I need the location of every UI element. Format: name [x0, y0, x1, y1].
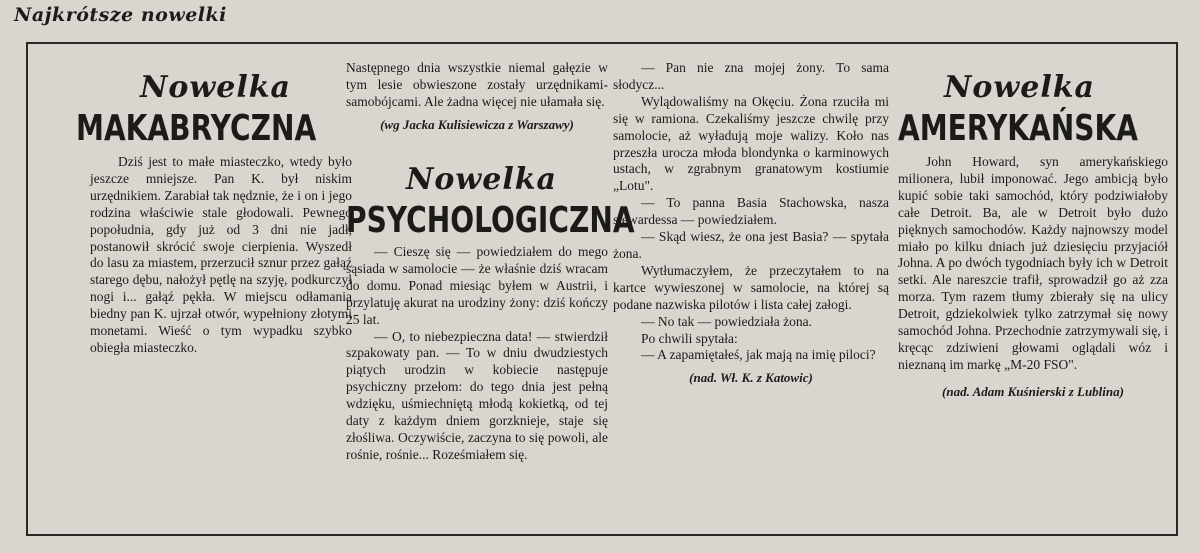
story2-paragraph: — Skąd wiesz, że ona jest Basia? — spytała żona.: [613, 229, 889, 261]
story1-paragraph: Dziś jest to małe miasteczko, wtedy było jeszcze mniejsze. Pan K. był niskim urzędnikiem. Zarabiał tak nędznie, że i on i jego rodzina właściwie stale głodowali. Pewnego popołudnia, gdy już od 3 dni nie jadł, postanowił skrócić swoje cierpienia. Wyszedł do lasu za miastem, przerzucił sznur przez gałąź starego dębu, nałożył pętlę na szyję, podkurczył nogi i... gałąź pękła. W miejscu odłamania biedny pan K. ujrzał otwór, wypełniony złotymi monetami. Wieść o tym wypadku szybko obiegła miasteczko.: [90, 154, 352, 355]
story1-title: MAKABRYCZNA: [76, 108, 317, 149]
story2-signature: (nad. Wł. K. z Katowic): [689, 370, 813, 386]
story2-paragraph: Po chwili spytała:: [641, 330, 738, 346]
story2-paragraph: — No tak — powiedziała żona.: [641, 313, 812, 329]
story2-paragraph: — Cieszę się — powiedziałem do mego sąsiada w samolocie — że właśnie dziś wracam do domu. Ponad miesiąc byłem w Austrii, i przylatuję akurat na urodziny żony: dziś kończy 25 lat.: [346, 244, 608, 327]
section-header: Najkrótsze nowelki: [14, 4, 227, 26]
story2-paragraph: — O, to niebezpieczna data! — stwierdził szpakowaty pan. — To w dniu dwudziestych piątych urodzin w kobiecie następuje psychiczny przełom: do tego dnia jest pełną wdzięku, uśmiechniętą młodą kokietką, od tej daty z każdym dniem gorzknieje, staje się złośliwa. Oczywiście, zaczyna to się powoli, ale rośnie, rośnie... Roześmiałem się.: [346, 328, 608, 462]
story3-paragraph: John Howard, syn amerykańskiego milionera, lubił imponować. Jego ambicją było kupić sobie taki samochód, który podziwiałoby całe Detroit. Ba, ale w Detroit było dużo pięknych samochodów. Każdy najnowszy model miało po kilku dniach już dziesięciu przyjaciół Johna. A po dwóch tygodniach były ich w Detroit setki. Ale nareszcie trafił, sprowadził go aż zza morza. Tym razem tłumy zbierały się na ulicy Detroit, gdziekolwiek tylko zatrzymał się nowy samochód Johna. Przechodnie zatrzymywali się, i kręcąc zdziwieni głowami oglądali wóz i nieznaną im markę „M-20 FSO".: [898, 154, 1168, 372]
story2-paragraph: — To panna Basia Stachowska, nasza stewardessa — powiedziałem.: [613, 195, 889, 228]
story2-text-b: [613, 60, 889, 387]
story-frame: [26, 42, 1178, 536]
column-2: [346, 60, 608, 134]
story3-text: [898, 154, 1168, 401]
story2-paragraph: Wylądowaliśmy na Okęciu. Żona rzuciła mi się w ramiona. Czekaliśmy jeszcze chwilę przy samolocie, aż wyładują moje walizy. Koło nas przeszła urocza młoda blondynka o karminowych ustach, w zgrabnym granatowym kostiumie „Lotu".: [613, 93, 889, 194]
story2-paragraph: — Pan nie zna mojej żony. To sama słodycz...: [613, 60, 889, 92]
story2-text-a: [346, 244, 608, 464]
story1-paragraph-continued: Następnego dnia wszystkie niemal gałęzie w tym lesie obwieszone zostały urzędnikami-samobójcami. Ale żadna więcej nie ułamała się.: [346, 60, 608, 109]
story1-signature: (wg Jacka Kulisiewicza z Warszawy): [380, 116, 574, 132]
story2-paragraph: — A zapamiętałeś, jak mają na imię piloci?: [641, 347, 876, 363]
story2-paragraph: Wytłumaczyłem, że przeczytałem to na kartce wywieszonej w samolocie, na której są podane nazwiska pilotów i lista całej załogi.: [613, 262, 889, 312]
story2-title: PSYCHOLOGICZNA: [346, 200, 635, 241]
story1-label: Nowelka: [140, 70, 291, 105]
story1-text: [90, 154, 352, 357]
story3-signature: (nad. Adam Kuśnierski z Lublina): [942, 383, 1124, 399]
story3-label: Nowelka: [944, 70, 1095, 105]
story3-title: AMERYKAŃSKA: [898, 108, 1138, 149]
story2-label: Nowelka: [406, 162, 557, 197]
